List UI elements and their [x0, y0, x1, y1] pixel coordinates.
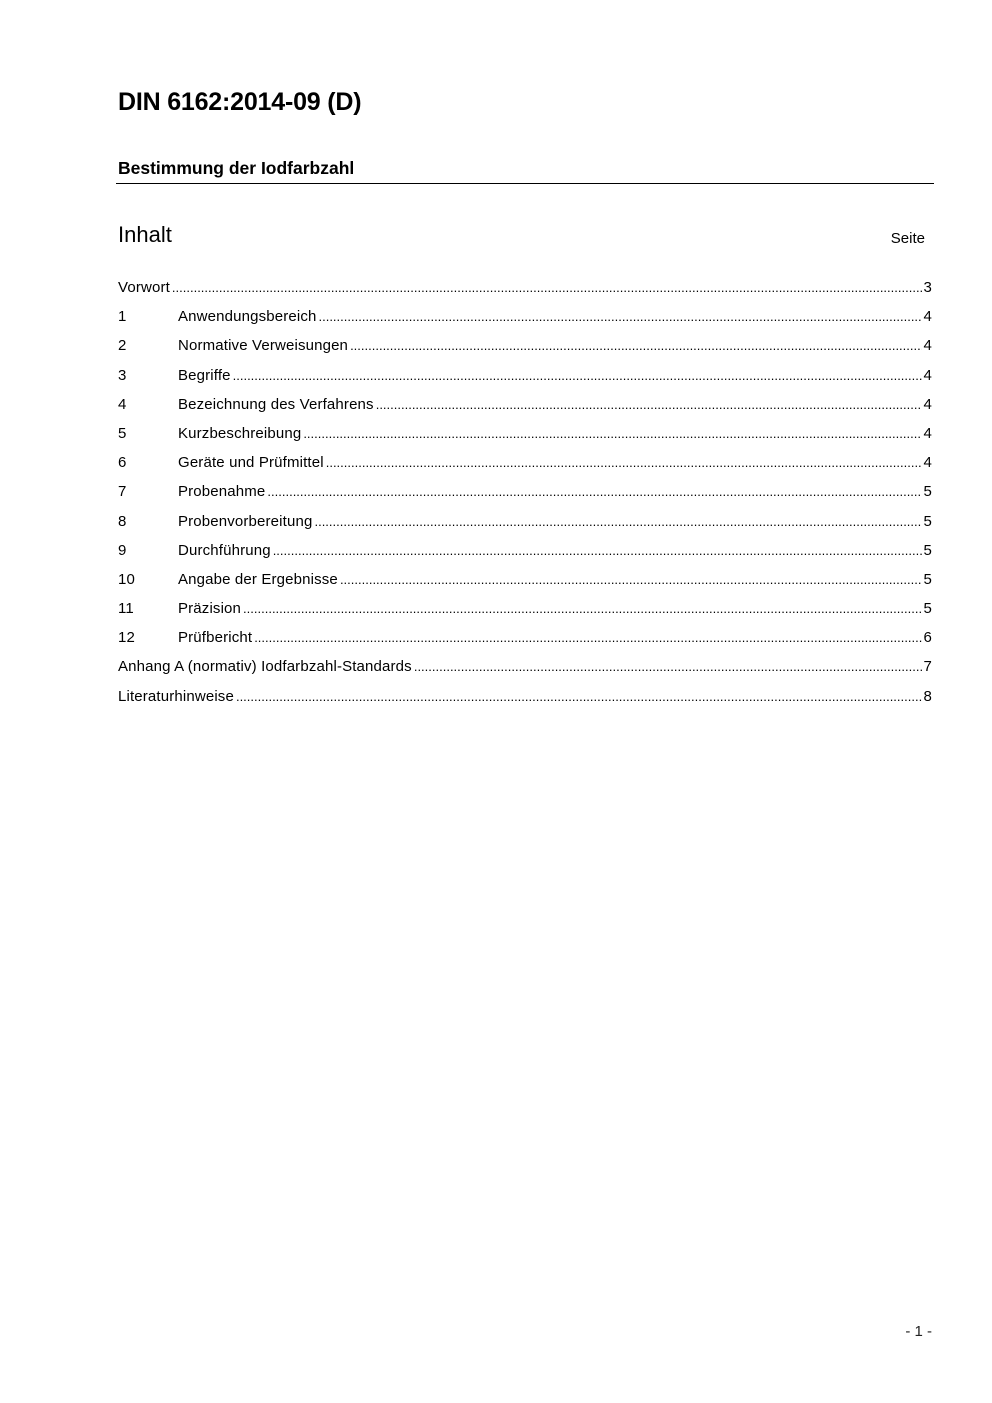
toc-dot-leader: [236, 686, 922, 701]
toc-entry-number: 5: [118, 424, 127, 442]
document-subtitle: Bestimmung der Iodfarbzahl: [118, 158, 355, 178]
toc-entry-label: Geräte und Prüfmittel: [178, 454, 324, 472]
toc-entry-label: Bezeichnung des Verfahrens: [178, 395, 374, 413]
toc-entry[interactable]: [118, 335, 932, 364]
toc-entry-label: Kurzbeschreibung: [178, 424, 302, 442]
toc-entry[interactable]: [118, 423, 932, 452]
toc-entry-page: 3: [923, 279, 932, 296]
toc-dot-leader: [326, 452, 922, 467]
toc-page-column-label: Seite: [890, 230, 925, 247]
page-number: - 1 -: [905, 1323, 932, 1340]
toc-entry-page: 4: [923, 308, 932, 326]
toc-entry-label: Angabe der Ergebnisse: [178, 570, 338, 588]
toc-dot-leader: [172, 277, 922, 292]
toc-entry-number: 2: [118, 337, 127, 355]
toc-entry-label: Begriffe: [178, 366, 231, 384]
toc-entry-label: Durchführung: [178, 541, 271, 559]
toc-entry[interactable]: [118, 365, 932, 394]
toc-entry[interactable]: [118, 540, 932, 569]
toc-dot-leader: [233, 365, 922, 380]
toc-dot-leader: [350, 335, 921, 350]
toc-entry-label: Probenvorbereitung: [178, 512, 313, 530]
toc-entry-page: 4: [923, 337, 932, 355]
toc-entry-page: 8: [923, 687, 932, 705]
toc-entry[interactable]: [118, 277, 932, 306]
toc-entry-label: Vorwort: [118, 279, 170, 296]
toc-dot-leader: [273, 540, 922, 555]
toc-entry-label: Probenahme: [178, 483, 266, 501]
toc-heading: Inhalt: [118, 222, 172, 247]
toc-entry[interactable]: [118, 394, 932, 423]
toc-entry-page: 5: [923, 570, 932, 588]
toc-entry-number: 9: [118, 541, 127, 559]
toc-entry-page: 5: [923, 541, 932, 559]
toc-entry[interactable]: [118, 627, 932, 656]
toc-entry-label: Normative Verweisungen: [178, 337, 349, 355]
toc-dot-leader: [303, 423, 921, 438]
toc-entry[interactable]: [118, 656, 932, 685]
toc-entry-number: 12: [118, 629, 135, 647]
toc-entry-number: 6: [118, 454, 127, 472]
toc-entry[interactable]: [118, 686, 932, 715]
toc-entry[interactable]: [118, 306, 932, 335]
toc-entry-number: 8: [118, 512, 127, 530]
toc-entry-page: 5: [923, 600, 932, 618]
toc-entry-page: 5: [923, 483, 932, 501]
toc-entry-page: 6: [923, 629, 932, 647]
toc-entry-number: 1: [118, 308, 127, 326]
toc-entry-number: 4: [118, 395, 127, 413]
toc-entry-label: Präzision: [178, 600, 242, 618]
toc-dot-leader: [414, 656, 922, 671]
toc-entry-page: 4: [923, 366, 932, 384]
toc-entry-label: Prüfbericht: [178, 629, 253, 647]
toc-entry-label: Anwendungsbereich: [178, 308, 317, 326]
subtitle-divider: [116, 183, 934, 184]
toc-entry[interactable]: [118, 481, 932, 510]
toc-entry[interactable]: [118, 452, 932, 481]
toc-dot-leader: [254, 627, 921, 642]
toc-entry-number: 10: [118, 570, 135, 588]
toc-entry-label: Anhang A (normativ) Iodfarbzahl-Standards: [118, 658, 412, 676]
toc-entry-page: 4: [923, 454, 932, 472]
toc-entry-page: 4: [923, 395, 932, 413]
toc-dot-leader: [318, 306, 921, 321]
toc-entry[interactable]: [118, 569, 932, 598]
toc-dot-leader: [267, 481, 921, 496]
toc-dot-leader: [340, 569, 922, 584]
toc-dot-leader: [376, 394, 922, 409]
toc-entry-number: 7: [118, 483, 127, 501]
toc-entry[interactable]: [118, 598, 932, 627]
toc-entry-page: 7: [923, 658, 932, 676]
toc-entry-page: 4: [923, 424, 932, 442]
toc-entry[interactable]: [118, 511, 932, 540]
toc-dot-leader: [314, 511, 921, 526]
table-of-contents: [118, 277, 932, 715]
document-title: DIN 6162:2014-09 (D): [118, 88, 362, 116]
toc-entry-label: Literaturhinweise: [118, 687, 234, 705]
toc-entry-number: 11: [118, 600, 134, 618]
toc-entry-page: 5: [923, 512, 932, 530]
toc-entry-number: 3: [118, 366, 127, 384]
toc-dot-leader: [243, 598, 921, 613]
